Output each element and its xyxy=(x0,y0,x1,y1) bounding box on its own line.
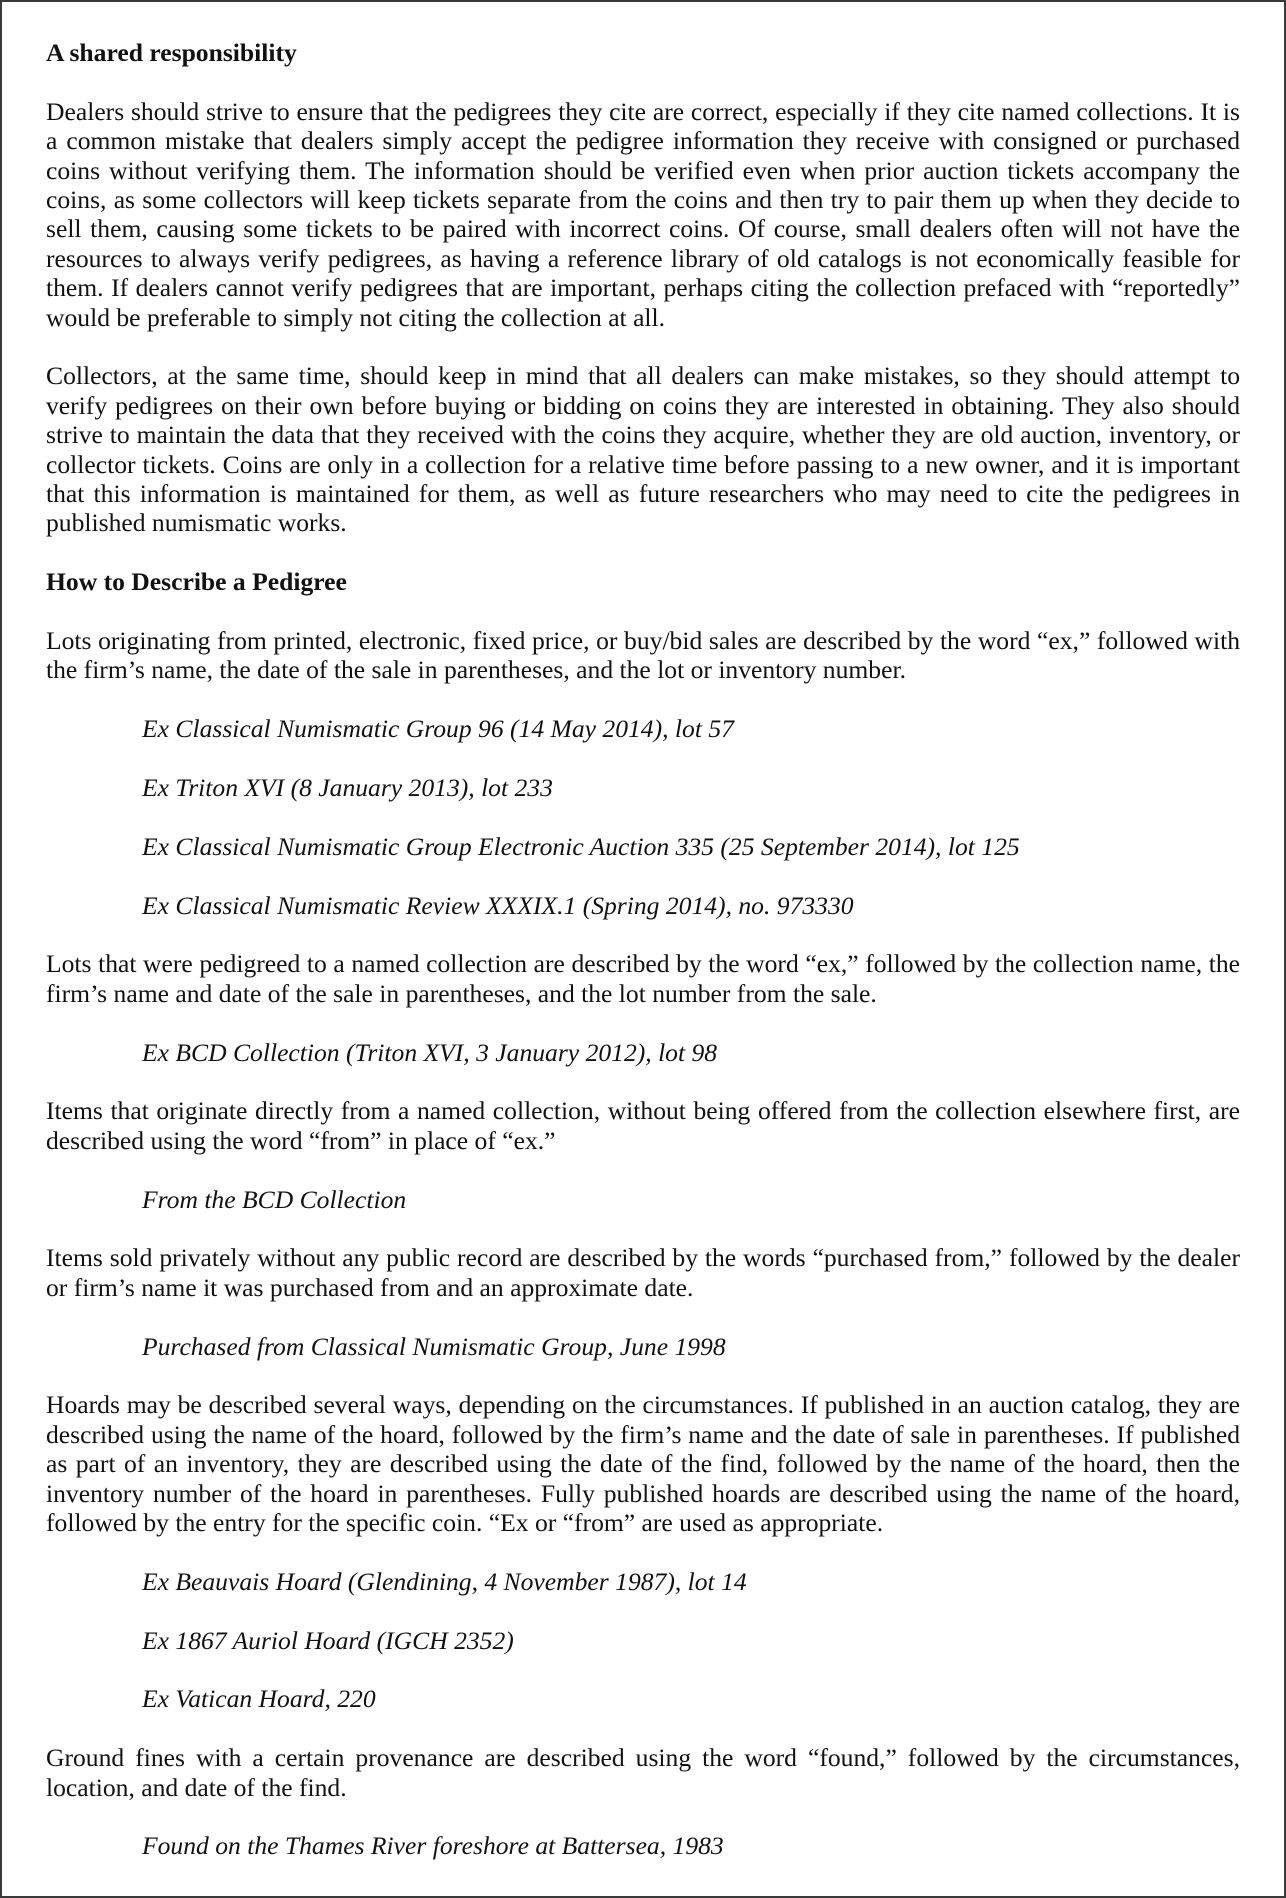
example-line: Ex Vatican Hoard, 220 xyxy=(142,1684,376,1714)
example-line: Ex Classical Numismatic Group Electronic Auction 335 (25 September 2014), lot 125 xyxy=(142,831,1020,861)
example-line: Purchased from Classical Numismatic Group, June 1998 xyxy=(142,1331,726,1361)
section-heading-shared-responsibility: A shared responsibility xyxy=(46,38,297,67)
section-heading-describe-pedigree: How to Describe a Pedigree xyxy=(46,567,347,597)
paragraph-collectors: Collectors, at the same time, should keep in mind that all dealers can make mistakes, so they should attempt to verify pedigrees on their own before buying or bidding on coins they are interested in obtaining. They also should strive to maintain the data that they received with the coins they acquire, whether they are old auction, inventory, or collector tickets. Coins are only in a collection for a relative time before passing to a new owner, and it is important that this information is maintained for them, as well as future researchers who may need to cite the pedigrees in published numismatic works. xyxy=(46,361,1240,538)
example-line: Ex Triton XVI (8 January 2013), lot 233 xyxy=(142,773,553,803)
paragraph-direct-from: Items that originate directly from a named collection, without being offered from the collection elsewhere first, are described using the word “from” in place of “ex.” xyxy=(46,1096,1240,1155)
paragraph-named-collection: Lots that were pedigreed to a named collection are described by the word “ex,” followed by the collection name, the firm’s name and date of the sale in parentheses, and the lot number from the sale. xyxy=(46,949,1240,1008)
paragraph-ground-finds: Ground fines with a certain provenance are described using the word “found,” followed by the circumstances, location, and date of the find. xyxy=(46,1743,1240,1802)
example-line: Ex BCD Collection (Triton XVI, 3 January 2012), lot 98 xyxy=(142,1037,718,1067)
example-line: Ex 1867 Auriol Hoard (IGCH 2352) xyxy=(142,1625,514,1655)
paragraph-dealers: Dealers should strive to ensure that the pedigrees they cite are correct, especially if they cite named collections. It is a common mistake that dealers simply accept the pedigree information they receive with consigned or purchased coins without verifying them. The information should be verified even when prior auction tickets accompany the coins, as some collectors will keep tickets separate from the coins and then try to pair them up when they decide to sell them, causing some tickets to be paired with incorrect coins. Of course, small dealers often will not have the resources to always verify pedigrees, as having a reference library of old catalogs is not economically feasible for them. If dealers cannot verify pedigrees that are important, perhaps citing the collection prefaced with “reportedly” would be preferable to simply not citing the collection at all. xyxy=(46,96,1240,332)
paragraph-lots: Lots originating from printed, electronic, fixed price, or buy/bid sales are described by the word “ex,” followed with the firm’s name, the date of the sale in parentheses, and the lot or inventory number. xyxy=(46,626,1240,685)
example-line: From the BCD Collection xyxy=(142,1184,407,1214)
example-line: Ex Beauvais Hoard (Glendining, 4 November 1987), lot 14 xyxy=(142,1566,747,1596)
paragraph-hoards: Hoards may be described several ways, depending on the circumstances. If published in an auction catalog, they are described using the name of the hoard, followed by the firm’s name and the date of sale in parentheses. If published as part of an inventory, they are described using the date of the find, followed by the name of the hoard, then the inventory number of the hoard in parentheses. Fully published hoards are described using the name of the hoard, followed by the entry for the specific coin. “Ex or “from” are used as appropriate. xyxy=(46,1390,1240,1538)
example-line: Ex Classical Numismatic Group 96 (14 May 2014), lot 57 xyxy=(142,714,734,744)
example-line: Found on the Thames River foreshore at Battersea, 1983 xyxy=(142,1831,724,1861)
paragraph-private-sale: Items sold privately without any public record are described by the words “purchased from,” followed by the dealer or firm’s name it was purchased from and an approximate date. xyxy=(46,1243,1240,1302)
example-line: Ex Classical Numismatic Review XXXIX.1 (Spring 2014), no. 973330 xyxy=(142,890,854,920)
